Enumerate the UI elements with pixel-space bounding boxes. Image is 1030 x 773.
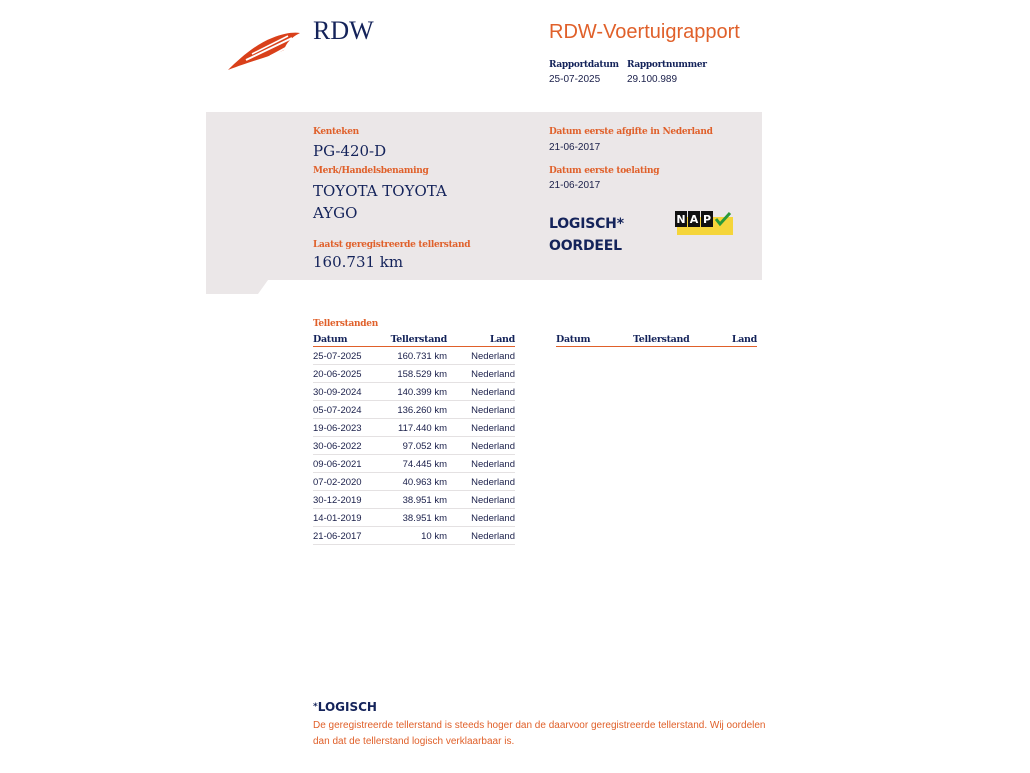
row-date: 20-06-2025 <box>313 365 385 383</box>
table-row <box>313 365 515 383</box>
make-label: Merk/Handelsbenaming <box>313 166 429 176</box>
readings-table-continued <box>556 333 757 347</box>
row-country: Nederland <box>447 473 515 491</box>
col-date-header: Datum <box>556 333 628 347</box>
nap-letter-n: N <box>676 213 686 226</box>
report-date-label: Rapportdatum <box>549 60 619 70</box>
row-country: Nederland <box>447 419 515 437</box>
first-admission-date: 21-06-2017 <box>549 180 601 191</box>
table-row <box>313 419 515 437</box>
col-reading-header: Tellerstand <box>628 333 690 347</box>
footnote-title-text: LOGISCH <box>317 700 377 714</box>
row-reading: 40.963 km <box>385 473 447 491</box>
row-country: Nederland <box>447 527 515 545</box>
col-country-header: Land <box>689 333 757 347</box>
row-country: Nederland <box>447 491 515 509</box>
first-admission-label: Datum eerste toelating <box>549 166 660 176</box>
readings-table <box>313 333 515 545</box>
license-plate: PG-420-D <box>313 142 387 160</box>
table-header-row <box>313 333 515 347</box>
table-header-row <box>556 333 757 347</box>
row-date: 07-02-2020 <box>313 473 385 491</box>
row-date: 30-09-2024 <box>313 383 385 401</box>
row-date: 05-07-2024 <box>313 401 385 419</box>
last-reading-label: Laatst geregistreerde tellerstand <box>313 240 471 250</box>
col-date-header: Datum <box>313 333 385 347</box>
footnote-text: De geregistreerde tellerstand is steeds hoger dan de daarvoor geregistreerde tellerstand. Wij oordelen dan dat de tellerstand logisch verklaarbaar is. <box>313 720 766 747</box>
row-country: Nederland <box>447 365 515 383</box>
plate-label: Kenteken <box>313 127 359 137</box>
row-date: 30-12-2019 <box>313 491 385 509</box>
nap-letter-p: P <box>702 213 712 226</box>
table-row <box>313 437 515 455</box>
row-reading: 74.445 km <box>385 455 447 473</box>
row-country: Nederland <box>447 347 515 365</box>
table-row <box>313 491 515 509</box>
row-reading: 160.731 km <box>385 347 447 365</box>
table-row <box>313 473 515 491</box>
footnote-title <box>313 700 377 714</box>
table-row <box>313 347 515 365</box>
row-country: Nederland <box>447 401 515 419</box>
report-number: 29.100.989 <box>627 74 678 85</box>
verdict-line-2: OORDEEL <box>549 238 622 254</box>
rdw-logo-icon <box>226 30 302 77</box>
first-issue-date: 21-06-2017 <box>549 142 601 153</box>
nap-letter-a: A <box>689 213 699 226</box>
row-date: 09-06-2021 <box>313 455 385 473</box>
make-line-2: AYGO <box>313 204 358 222</box>
row-country: Nederland <box>447 437 515 455</box>
table-row <box>313 383 515 401</box>
col-reading-header: Tellerstand <box>385 333 447 347</box>
row-date: 25-07-2025 <box>313 347 385 365</box>
table-row <box>313 527 515 545</box>
row-date: 30-06-2022 <box>313 437 385 455</box>
make-line-1: TOYOTA TOYOTA <box>313 182 447 200</box>
readings-section-label: Tellerstanden <box>313 319 378 329</box>
footnote-asterisk: * <box>313 702 318 712</box>
report-number-label: Rapportnummer <box>627 60 707 70</box>
brand-name: RDW <box>313 16 374 45</box>
nap-check-icon <box>675 211 735 242</box>
row-reading: 38.951 km <box>385 509 447 527</box>
last-reading-value: 160.731 km <box>313 253 404 271</box>
table-row <box>313 509 515 527</box>
row-country: Nederland <box>447 509 515 527</box>
verdict-line-1: LOGISCH* <box>549 216 624 232</box>
row-country: Nederland <box>447 455 515 473</box>
table-row <box>313 401 515 419</box>
row-date: 21-06-2017 <box>313 527 385 545</box>
row-reading: 38.951 km <box>385 491 447 509</box>
row-reading: 158.529 km <box>385 365 447 383</box>
report-title: RDW-Voertuigrapport <box>549 21 740 43</box>
vehicle-summary-panel <box>206 112 762 294</box>
row-date: 19-06-2023 <box>313 419 385 437</box>
row-reading: 117.440 km <box>385 419 447 437</box>
report-date: 25-07-2025 <box>549 74 601 85</box>
row-reading: 10 km <box>385 527 447 545</box>
row-reading: 140.399 km <box>385 383 447 401</box>
row-reading: 97.052 km <box>385 437 447 455</box>
row-reading: 136.260 km <box>385 401 447 419</box>
row-country: Nederland <box>447 383 515 401</box>
table-row <box>313 455 515 473</box>
row-date: 14-01-2019 <box>313 509 385 527</box>
first-issue-label: Datum eerste afgifte in Nederland <box>549 127 713 137</box>
col-country-header: Land <box>447 333 515 347</box>
